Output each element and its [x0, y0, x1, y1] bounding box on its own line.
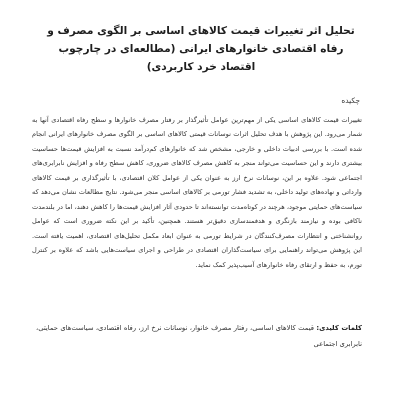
- keywords-label: کلمات کلیدی:: [316, 324, 362, 332]
- abstract-body: تغییرات قیمت کالاهای اساسی یکی از مهم‌ترین عوامل تأثیرگذار بر رفتار مصرف خانوارها و سطح رفاه اقتصادی آنها به شمار می‌رود. این پژوهش با هدف تحلیل اثرات نوسانات قیمتی کالاهای اساسی بر الگوی مصرف خانوارهای ایرانی انجام شده است. با بررسی ادبیات داخلی و خارجی، مشخص شد که خانوارهای کم‌درآمد نسبت به افزایش قیمت‌ها حساسیت بیشتری دارند و این حساسیت می‌تواند منجر به کاهش مصرف کالاهای ضروری، کاهش سطح رفاه و افزایش نابرابری‌های اجتماعی شود. علاوه بر این، نوسانات نرخ ارز به عنوان یکی از عوامل کلان اقتصادی، با تأثیرگذاری بر قیمت کالاهای وارداتی و نهاده‌های تولید داخلی، به تشدید فشار تورمی بر کالاهای اساسی منجر می‌شود. نتایج مطالعات نشان می‌دهد که سیاست‌های حمایتی موجود، هرچند در کوتاه‌مدت توانسته‌اند تا حدودی آثار افزایش قیمت‌ها را کاهش دهند، اما در بلندمدت ناکافی بوده و نیازمند بازنگری و هدفمندسازی دقیق‌تر هستند. همچنین، تأکید بر این نکته ضروری است که عوامل روانشناختی و انتظارات مصرف‌کنندگان در شرایط تورمی به عنوان ابعاد مکمل تحلیل‌های اقتصادی، اهمیت یافته است. این پژوهش می‌تواند راهنمایی برای سیاست‌گذاران اقتصادی در طراحی و اجرای سیاست‌هایی باشد که علاوه بر کنترل تورم، به حفظ و ارتقای رفاه خانوارهای آسیب‌پذیر کمک نماید.: [32, 116, 362, 269]
- keywords-section: [36, 320, 362, 352]
- abstract-heading: چکیده: [341, 96, 360, 105]
- paper-title: تحلیل اثر تغییرات قیمت کالاهای اساسی بر الگوی مصرف و رفاه اقتصادی خانوارهای ایرانی (مطالعه‌ای در چارچوب اقتصاد خرد کاربردی): [47, 25, 355, 73]
- keywords-list: قیمت کالاهای اساسی، رفتار مصرف خانوار، نوسانات نرخ ارز، رفاه اقتصادی، سیاست‌های حمایتی، نابرابری اجتماعی: [36, 324, 362, 348]
